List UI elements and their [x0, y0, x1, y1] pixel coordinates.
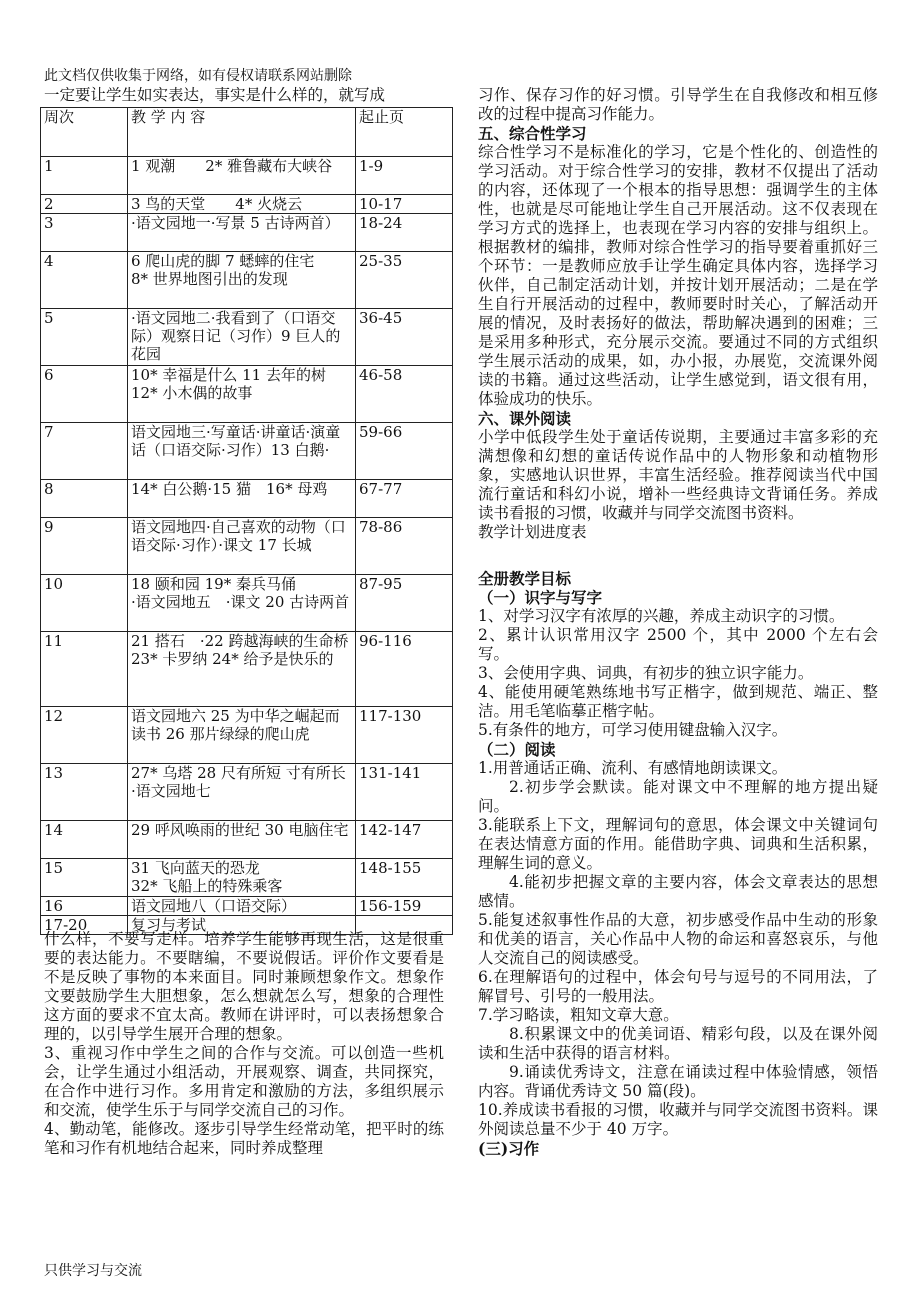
sub2-item: 1.用普通话正确、流利、有感情地朗读课文。: [478, 759, 788, 777]
week-cell: 14: [41, 821, 128, 859]
sub3-title: (三)习作: [478, 1139, 540, 1158]
sub1-item: 5.有条件的地方，可学习使用键盘输入汉字。: [478, 721, 788, 739]
schedule-row: [41, 480, 453, 518]
content-cell: [128, 897, 356, 916]
content-line: 语文园地四·自己喜欢的动物（口语交际·习作）·课文 17 长城: [131, 518, 346, 554]
right-column: [478, 86, 878, 1158]
pages-cell: 117-130: [356, 707, 453, 764]
content-cell: [128, 195, 356, 214]
content-line: ·语文园地一·写景 5 古诗两首）: [131, 214, 340, 232]
week-cell: 12: [41, 707, 128, 764]
week-cell: 5: [41, 309, 128, 366]
sub2-item: 7.学习略读，粗知文章大意。: [478, 1006, 679, 1024]
content-cell: [128, 423, 356, 480]
sub2-item: 2.初步学会默读。能对课文中不理解的地方提出疑问。: [478, 778, 878, 815]
week-cell: 1: [41, 157, 128, 195]
section6-title: 六、课外阅读: [478, 409, 572, 428]
content-line: 1 观潮 2* 雅鲁藏布大峡谷: [131, 157, 333, 175]
content-cell: [128, 821, 356, 859]
section6-body: 小学中低段学生处于童话传说期，主要通过丰富多彩的充满想像和幻想的童话传说作品中的人物形象和动植物形象，实感地认识世界，丰富生活经验。推荐阅读当代中国流行童话和科幻小说，增补一些经典诗文背诵任务。养成读书看报的习惯，收藏并与同学交流图书资料。: [478, 428, 878, 522]
header-pages: 起止页: [356, 108, 453, 157]
content-line: 3 鸟的天堂 4* 火烧云: [131, 195, 303, 213]
pages-cell: 96-116: [356, 632, 453, 707]
left-lead-text: 一定要让学生如实表达，事实是什么样的，就写成: [44, 86, 386, 104]
pages-cell: 142-147: [356, 821, 453, 859]
content-cell: [128, 518, 356, 575]
week-cell: 4: [41, 252, 128, 309]
schedule-row: [41, 821, 453, 859]
content-line: 复习与考试: [131, 916, 207, 934]
week-cell: 7: [41, 423, 128, 480]
pages-cell: 131-141: [356, 764, 453, 821]
pages-cell: 87-95: [356, 575, 453, 632]
pages-cell: 18-24: [356, 214, 453, 252]
week-cell: 8: [41, 480, 128, 518]
week-cell: 15: [41, 859, 128, 897]
content-cell: [128, 309, 356, 366]
left-body: [44, 930, 444, 1158]
content-line: 语文园地三·写童话·讲童话·演童话（口语交际·习作）13 白鹅·: [131, 423, 341, 459]
content-cell: [128, 252, 356, 309]
content-line: 27* 乌塔 28 尺有所短 寸有所长: [131, 764, 346, 782]
schedule-row: [41, 195, 453, 214]
content-line: 8* 世界地图引出的发现: [131, 270, 288, 288]
schedule-row: [41, 309, 453, 366]
week-cell: 16: [41, 897, 128, 916]
pages-cell: 36-45: [356, 309, 453, 366]
header-week: 周次: [41, 108, 128, 157]
content-line: 29 呼风唤雨的世纪 30 电脑住宅: [131, 821, 349, 839]
sub2-item: 3.能联系上下文，理解词句的意思，体会课文中关键词句在表达情意方面的作用。能借助字典、词典和生活积累，理解生词的意义。: [478, 816, 878, 872]
content-line: 10* 幸福是什么 11 去年的树: [131, 366, 326, 384]
schedule-row: [41, 897, 453, 916]
sub2-item: 6.在理解语句的过程中，体会句号与逗号的不同用法，了解冒号、引号的一般用法。: [478, 968, 878, 1005]
week-cell: 17-20: [41, 916, 128, 935]
content-line: 32* 飞船上的特殊乘客: [131, 877, 283, 895]
sub1-item: 2、累计认识常用汉字 2500 个，其中 2000 个左右会写。: [478, 626, 878, 663]
week-cell: 9: [41, 518, 128, 575]
content-line: 12* 小木偶的故事: [131, 384, 253, 402]
content-line: 语文园地八（口语交际）: [131, 897, 297, 915]
schedule-row: [41, 423, 453, 480]
left-paragraph: 4、勤动笔，能修改。逐步引导学生经常动笔，把平时的练笔和习作有机地结合起来，同时养成整理: [44, 1120, 444, 1157]
schedule-row: [41, 632, 453, 707]
week-cell: 11: [41, 632, 128, 707]
content-cell: [128, 859, 356, 897]
footer-note: 只供学习与交流: [44, 1263, 142, 1279]
sub2-item: 5.能复述叙事性作品的大意，初步感受作品中生动的形象和优美的语言，关心作品中人物的命运和喜怒哀乐，与他人交流自己的阅读感受。: [478, 911, 878, 967]
schedule-row: [41, 764, 453, 821]
content-cell: [128, 480, 356, 518]
sub2-item: 4.能初步把握文章的主要内容，体会文章表达的思想感情。: [478, 873, 878, 910]
pages-cell: 10-17: [356, 195, 453, 214]
content-line: 31 飞向蓝天的恐龙: [131, 859, 260, 877]
goals-title: 全册教学目标: [478, 569, 572, 588]
sub2-item: 10.养成读书看报的习惯，收藏并与同学交流图书资料。课外阅读总量不少于 40 万字。: [478, 1101, 878, 1138]
week-cell: 13: [41, 764, 128, 821]
pages-cell: 25-35: [356, 252, 453, 309]
content-cell: [128, 707, 356, 764]
content-line: 23* 卡罗纳 24* 给予是快乐的: [131, 650, 334, 668]
content-line: ·语文园地五 ·课文 20 古诗两首: [131, 593, 350, 611]
content-line: ·语文园地二·我看到了（口语交际）观察日记（习作）9 巨人的花园: [131, 309, 341, 363]
header-content: 教 学 内 容: [128, 108, 356, 157]
content-line: 18 颐和园 19* 秦兵马俑: [131, 575, 296, 593]
content-line: 21 搭石 ·22 跨越海峡的生命桥: [131, 632, 349, 650]
pages-cell: 156-159: [356, 897, 453, 916]
week-cell: 3: [41, 214, 128, 252]
schedule-header-row: [41, 108, 453, 157]
sub1-item: 1、对学习汉字有浓厚的兴趣，养成主动识字的习惯。: [478, 607, 845, 625]
schedule-row: [41, 157, 453, 195]
schedule-row: [41, 859, 453, 897]
schedule-row: [41, 366, 453, 423]
sub1-title: （一）识字与写字: [478, 588, 603, 607]
schedule-row: [41, 518, 453, 575]
schedule-row: [41, 575, 453, 632]
content-cell: [128, 157, 356, 195]
schedule-table: [40, 107, 453, 935]
schedule-table-body: [41, 108, 453, 935]
sub2-item: 9.诵读优秀诗文，注意在诵读过程中体验情感，领悟内容。背诵优秀诗文 50 篇(段)。: [478, 1063, 878, 1100]
schedule-row: [41, 214, 453, 252]
content-line: 6 爬山虎的脚 7 蟋蟀的住宅: [131, 252, 315, 270]
week-cell: 6: [41, 366, 128, 423]
content-line: 14* 白公鹅·15 猫 16* 母鸡: [131, 480, 328, 498]
sub1-item: 4、能使用硬笔熟练地书写正楷字，做到规范、端正、整洁。用毛笔临摹正楷字帖。: [478, 683, 878, 720]
header-notice: 此文档仅供收集于网络，如有侵权请联系网站删除: [44, 68, 352, 84]
content-line: ·语文园地七: [131, 782, 211, 800]
content-cell: [128, 764, 356, 821]
sub2-title: （二）阅读: [478, 740, 556, 759]
sub1-item: 3、会使用字典、词典，有初步的独立识字能力。: [478, 664, 814, 682]
content-cell: [128, 366, 356, 423]
pages-cell: 59-66: [356, 423, 453, 480]
schedule-row: [41, 252, 453, 309]
content-cell: [128, 632, 356, 707]
pages-cell: 78-86: [356, 518, 453, 575]
left-paragraph: 什么样，不要写走样。培养学生能够再现生活，这是很重要的表达能力。不要瞎编，不要说假话。评价作文要看是不是反映了事物的本来面目。同时兼顾想象作文。想象作文要鼓励学生大胆想象，怎么想就怎么写，想象的合理性这方面的要求不宜太高。教师在讲评时，可以表扬想象合理的，以引导学生展开合理的想象。: [44, 930, 444, 1043]
section5-title: 五、综合性学习: [478, 124, 587, 143]
pages-cell: 1-9: [356, 157, 453, 195]
content-cell: [128, 214, 356, 252]
content-line: 语文园地六 25 为中华之崛起而读书 26 那片绿绿的爬山虎: [131, 707, 340, 743]
pages-cell: 46-58: [356, 366, 453, 423]
left-paragraph: 3、重视习作中学生之间的合作与交流。可以创造一些机会，让学生通过小组活动，开展观察、调查，共同探究，在合作中进行习作。多用肯定和激励的方法，多组织展示和交流，使学生乐于与同学交流自己的习作。: [44, 1044, 444, 1119]
sub2-item: 8.积累课文中的优美词语、精彩句段，以及在课外阅读和生活中获得的语言材料。: [478, 1025, 878, 1062]
pages-cell: 67-77: [356, 480, 453, 518]
section5-body: 综合性学习不是标准化的学习，它是个性化的、创造性的学习活动。对于综合性学习的安排，教材不仅提出了活动的内容，还体现了一个根本的指导思想：强调学生的主体性，也就是尽可能地让学生自己开展活动。这不仅表现在学习方式的选择上，也表现在学习内容的安排与组织上。根据教材的编排，教师对综合性学习的指导要着重抓好三个环节：一是教师应放手让学生确定具体内容，选择学习伙伴，自己制定活动计划，并按计划开展活动；二是在学生自行开展活动的过程中，教师要时时关心，了解活动开展的情况，及时表扬好的做法，帮助解决遇到的困难；三是采用多种形式，充分展示交流。要通过不同的方式组织学生展示活动的成果，如，办小报，办展览，交流课外阅读的书籍。通过这些活动，让学生感觉到，语文很有用，体验成功的快乐。: [478, 143, 878, 408]
week-cell: 10: [41, 575, 128, 632]
progress-label: 教学计划进度表: [478, 523, 587, 541]
intro-paragraph: 习作、保存习作的好习惯。引导学生在自我修改和相互修改的过程中提高习作能力。: [478, 86, 878, 123]
content-cell: [128, 575, 356, 632]
pages-cell: 148-155: [356, 859, 453, 897]
schedule-row: [41, 707, 453, 764]
week-cell: 2: [41, 195, 128, 214]
